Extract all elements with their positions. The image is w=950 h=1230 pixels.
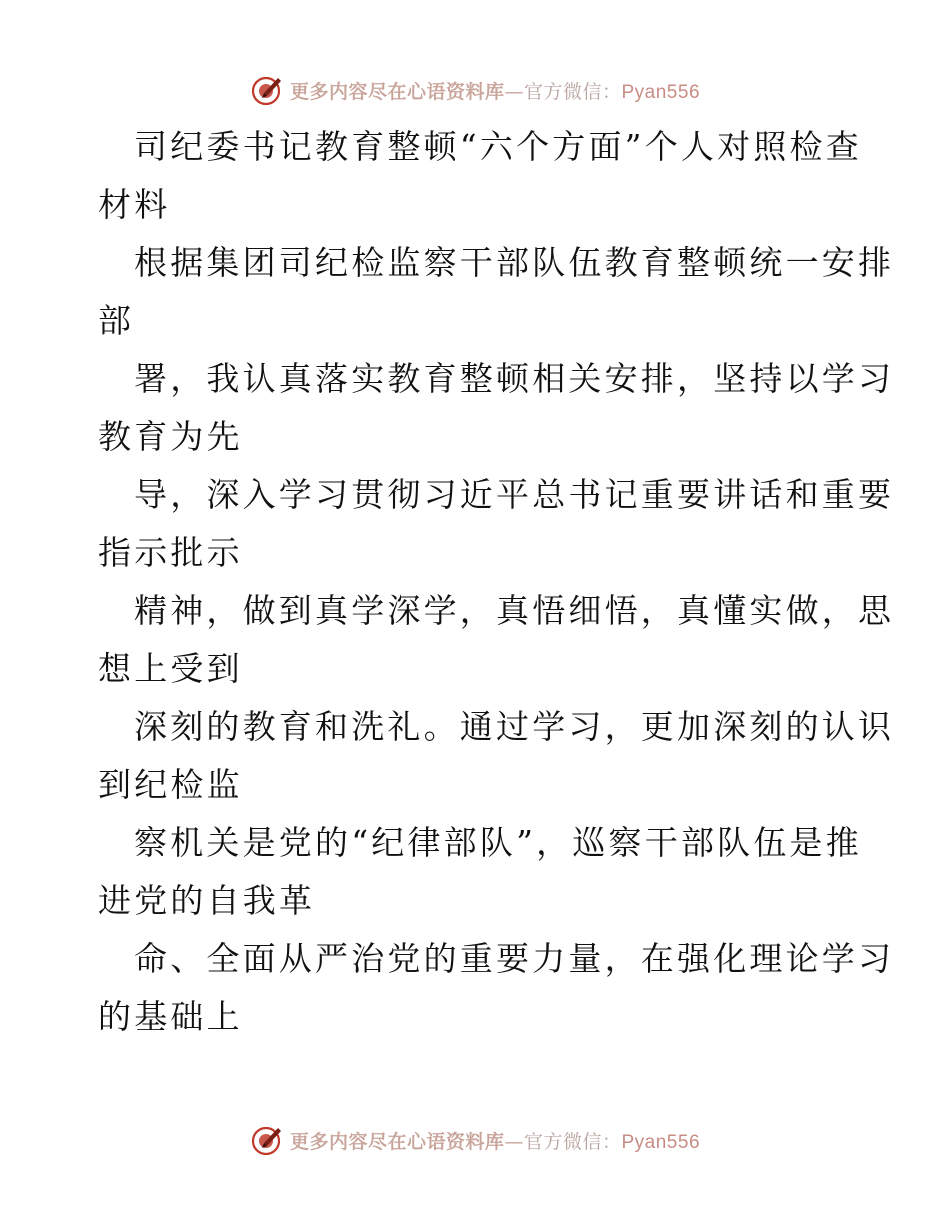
watermark-label: 官方微信： <box>523 1130 622 1153</box>
paragraph-line: 想上受到 <box>98 649 243 688</box>
pen-logo-icon <box>250 73 284 107</box>
pen-logo-icon <box>250 1123 284 1157</box>
paragraph-line: 导，深入学习贯彻习近平总书记重要讲话和重要 <box>134 475 895 514</box>
paragraph <box>98 350 895 466</box>
paragraph-line: 到纪检监 <box>98 765 243 804</box>
paragraph-line: 部 <box>98 301 135 340</box>
paragraph <box>98 814 862 930</box>
paragraph-line: 精神，做到真学深学，真悟细悟，真懂实做，思 <box>134 591 895 630</box>
paragraph-line: 教育为先 <box>98 417 243 456</box>
paragraph-line: 根据集团司纪检监察干部队伍教育整顿统一安排 <box>134 243 895 282</box>
watermark-text <box>290 1127 700 1154</box>
watermark-text <box>290 77 700 104</box>
paragraph-line: 的基础上 <box>98 997 243 1036</box>
watermark-separator: — <box>504 80 524 103</box>
paragraph <box>98 466 895 582</box>
footer-watermark <box>0 1120 950 1160</box>
watermark-wechat-id: Pyan556 <box>621 81 701 103</box>
paragraph <box>98 234 895 350</box>
paragraph <box>98 118 862 234</box>
paragraph <box>98 582 895 698</box>
paragraph-line: 深刻的教育和洗礼。通过学习，更加深刻的认识 <box>134 707 895 746</box>
paragraph-line: 司纪委书记教育整顿“六个方面”个人对照检查 <box>134 127 862 166</box>
paragraph-line: 指示批示 <box>98 533 243 572</box>
paragraph-line: 材料 <box>98 185 171 224</box>
paragraph <box>98 698 895 814</box>
paragraph-line: 察机关是党的“纪律部队”，巡察干部队伍是推 <box>134 823 862 862</box>
watermark-brand: 更多内容尽在心语资料库 <box>289 80 505 103</box>
watermark-separator: — <box>504 1130 524 1153</box>
watermark-label: 官方微信： <box>523 80 622 103</box>
watermark-wechat-id: Pyan556 <box>621 1131 701 1153</box>
header-watermark <box>0 70 950 110</box>
paragraph-line: 进党的自我革 <box>98 881 316 920</box>
watermark-brand: 更多内容尽在心语资料库 <box>289 1130 505 1153</box>
paragraph <box>98 930 895 1046</box>
paragraph-line: 署，我认真落实教育整顿相关安排，坚持以学习 <box>134 359 895 398</box>
paragraph-line: 命、全面从严治党的重要力量，在强化理论学习 <box>134 939 895 978</box>
